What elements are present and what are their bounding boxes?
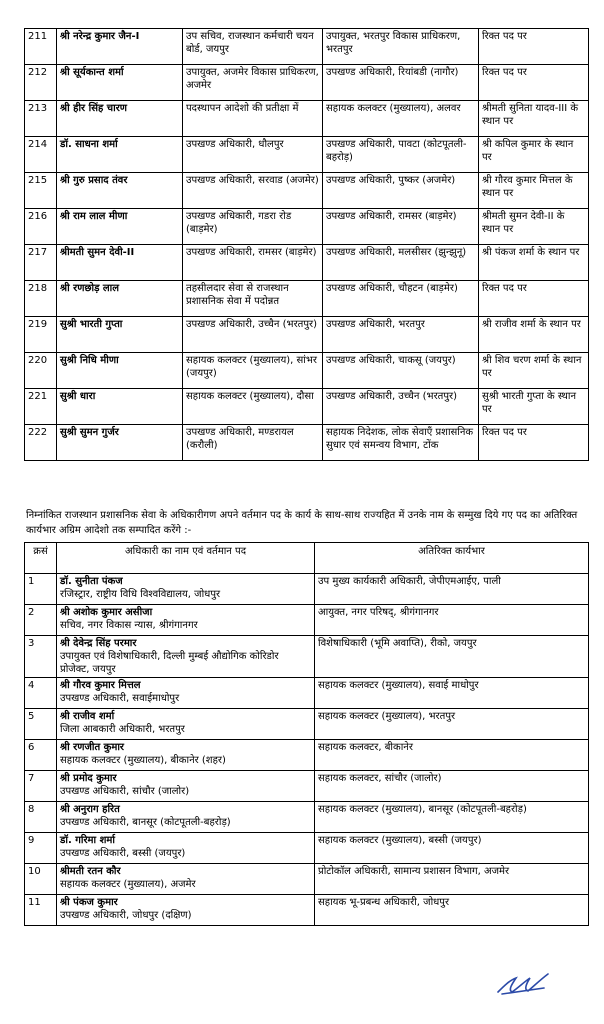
additional-charge-table — [24, 542, 589, 926]
serial-cell: 212 — [25, 65, 57, 101]
officer-post: उपायुक्त एवं विशेषाधिकारी, दिल्ली मुम्बई औद्योगिक कोरिडोर प्रोजेक्ट, जयपुर — [60, 651, 279, 675]
serial-cell: 215 — [25, 173, 57, 209]
table-row — [25, 895, 589, 926]
table-row — [25, 245, 589, 281]
table-row — [25, 833, 589, 864]
table-row — [25, 802, 589, 833]
new-post-cell: उपखण्ड अधिकारी, मलसीसर (झुन्झुनू) — [323, 245, 479, 281]
header-officer: अधिकारी का नाम एवं वर्तमान पद — [57, 543, 315, 574]
serial-cell: 2 — [25, 605, 57, 636]
table-row — [25, 29, 589, 65]
current-post-cell: उपखण्ड अधिकारी, रामसर (बाड़मेर) — [183, 245, 323, 281]
new-post-cell: उपायुक्त, भरतपुर विकास प्राधिकरण, भरतपुर — [323, 29, 479, 65]
officer-name-cell: श्री गुरु प्रसाद तंवर — [57, 173, 183, 209]
officer-cell — [57, 709, 315, 740]
officer-name: श्री रणजीत कुमार — [60, 742, 125, 753]
officer-post: उपखण्ड अधिकारी, सवाईमाधोपुर — [60, 693, 180, 704]
new-post-cell: उपखण्ड अधिकारी, भरतपुर — [323, 317, 479, 353]
new-post-cell: उपखण्ड अधिकारी, पावटा (कोटपूतली-बहरोड़) — [323, 137, 479, 173]
additional-charge-cell: प्रोटोकॉल अधिकारी, सामान्य प्रशासन विभाग, अजमेर — [315, 864, 589, 895]
transfer-table — [24, 28, 589, 461]
new-post-cell: उपखण्ड अधिकारी, उच्चैन (भरतपुर) — [323, 389, 479, 425]
officer-name: श्री गौरव कुमार मित्तल — [60, 680, 141, 691]
officer-name-cell: श्री हीर सिंह चारण — [57, 101, 183, 137]
officer-name: श्री अशोक कुमार असीजा — [60, 607, 153, 618]
remark-cell: श्रीमती सुमन देवी-II के स्थान पर — [479, 209, 589, 245]
serial-cell: 221 — [25, 389, 57, 425]
serial-cell: 216 — [25, 209, 57, 245]
current-post-cell: तहसीलदार सेवा से राजस्थान प्रशासनिक सेवा में पदोन्नत — [183, 281, 323, 317]
officer-name-cell: श्री सूर्यकान्त शर्मा — [57, 65, 183, 101]
officer-name: श्री अनुराग हरित — [60, 804, 120, 815]
officer-name-cell: सुश्री धारा — [57, 389, 183, 425]
table-row — [25, 209, 589, 245]
officer-name-cell: श्रीमती सुमन देवी-II — [57, 245, 183, 281]
officer-cell — [57, 771, 315, 802]
serial-cell: 222 — [25, 425, 57, 461]
serial-cell: 214 — [25, 137, 57, 173]
table-row — [25, 173, 589, 209]
current-post-cell: उपखण्ड अधिकारी, धौलपुर — [183, 137, 323, 173]
serial-cell: 213 — [25, 101, 57, 137]
officer-post: सहायक कलक्टर (मुख्यालय), अजमेर — [60, 879, 196, 890]
table-row — [25, 740, 589, 771]
serial-cell: 218 — [25, 281, 57, 317]
table-row — [25, 425, 589, 461]
officer-post: सचिव, नगर विकास न्यास, श्रीगंगानगर — [60, 620, 198, 631]
current-post-cell: उपखण्ड अधिकारी, उच्चैन (भरतपुर) — [183, 317, 323, 353]
additional-charge-cell: सहायक कलक्टर, बीकानेर — [315, 740, 589, 771]
officer-cell — [57, 740, 315, 771]
additional-charge-cell: सहायक कलक्टर (मुख्यालय), सवाई माधोपुर — [315, 678, 589, 709]
new-post-cell: उपखण्ड अधिकारी, चौहटन (बाड़मेर) — [323, 281, 479, 317]
current-post-cell: पदस्थापन आदेशो की प्रतीक्षा में — [183, 101, 323, 137]
table-row — [25, 317, 589, 353]
officer-name: श्री देवेन्द्र सिंह परमार — [60, 638, 137, 649]
table-row — [25, 137, 589, 173]
serial-cell: 1 — [25, 574, 57, 605]
officer-cell — [57, 802, 315, 833]
serial-cell: 11 — [25, 895, 57, 926]
officer-post: उपखण्ड अधिकारी, सांचौर (जालोर) — [60, 786, 190, 797]
serial-cell: 211 — [25, 29, 57, 65]
table-row — [25, 678, 589, 709]
header-serial: क्रसं — [25, 543, 57, 574]
serial-cell: 220 — [25, 353, 57, 389]
serial-cell: 8 — [25, 802, 57, 833]
table-row — [25, 101, 589, 137]
current-post-cell: सहायक कलक्टर (मुख्यालय), सांभर (जयपुर) — [183, 353, 323, 389]
officer-cell — [57, 605, 315, 636]
current-post-cell: सहायक कलक्टर (मुख्यालय), दौसा — [183, 389, 323, 425]
table-row — [25, 574, 589, 605]
officer-post: उपखण्ड अधिकारी, जोधपुर (दक्षिण) — [60, 910, 192, 921]
officer-name-cell: श्री राम लाल मीणा — [57, 209, 183, 245]
officer-post: सहायक कलक्टर (मुख्यालय), बीकानेर (शहर) — [60, 755, 226, 766]
officer-name: डॉ. सुनीता पंकज — [60, 576, 123, 587]
table-row — [25, 605, 589, 636]
table-row — [25, 389, 589, 425]
remark-cell: श्री शिव चरण शर्मा के स्थान पर — [479, 353, 589, 389]
officer-name: श्री प्रमोद कुमार — [60, 773, 117, 784]
officer-cell — [57, 574, 315, 605]
serial-cell: 219 — [25, 317, 57, 353]
remark-cell: श्री गौरव कुमार मित्तल के स्थान पर — [479, 173, 589, 209]
officer-name: डॉ. गरिमा शर्मा — [60, 835, 115, 846]
officer-name-cell: श्री रणछोड़ लाल — [57, 281, 183, 317]
current-post-cell: उपखण्ड अधिकारी, सरवाड (अजमेर) — [183, 173, 323, 209]
remark-cell: सुश्री भारती गुप्ता के स्थान पर — [479, 389, 589, 425]
officer-post: उपखण्ड अधिकारी, बानसूर (कोटपूतली-बहरोड़) — [60, 817, 231, 828]
officer-name-cell: श्री नरेन्द्र कुमार जैन-I — [57, 29, 183, 65]
additional-charge-cell: सहायक कलक्टर, सांचौर (जालोर) — [315, 771, 589, 802]
table-row — [25, 864, 589, 895]
officer-name: श्रीमती रतन कौर — [60, 866, 121, 877]
officer-name-cell: सुश्री सुमन गुर्जर — [57, 425, 183, 461]
new-post-cell: सहायक कलक्टर (मुख्यालय), अलवर — [323, 101, 479, 137]
table-row — [25, 709, 589, 740]
serial-cell: 9 — [25, 833, 57, 864]
additional-charge-cell: सहायक कलक्टर (मुख्यालय), बस्सी (जयपुर) — [315, 833, 589, 864]
officer-post: उपखण्ड अधिकारी, बस्सी (जयपुर) — [60, 848, 186, 859]
remark-cell: रिक्त पद पर — [479, 281, 589, 317]
officer-cell — [57, 833, 315, 864]
remark-cell: श्री राजीव शर्मा के स्थान पर — [479, 317, 589, 353]
new-post-cell: सहायक निदेशक, लोक सेवाएँ प्रशासनिक सुधार एवं समन्वय विभाग, टोंक — [323, 425, 479, 461]
additional-charge-cell: उप मुख्य कार्यकारी अधिकारी, जेपीएमआईए, पाली — [315, 574, 589, 605]
new-post-cell: उपखण्ड अधिकारी, पुष्कर (अजमेर) — [323, 173, 479, 209]
serial-cell: 217 — [25, 245, 57, 281]
officer-cell — [57, 895, 315, 926]
header-charge: अतिरिक्त कार्यभार — [315, 543, 589, 574]
additional-charge-paragraph: निम्नांकित राजस्थान प्रशासनिक सेवा के अधिकारीगण अपने वर्तमान पद के कार्य के साथ-साथ राज्यहित में उनके नाम के सम्मुख दिये गए पद का अतिरिक्त कार्यभार अग्रिम आदेशो तक सम्पादित करेंगे :- — [26, 510, 578, 536]
officer-cell — [57, 864, 315, 895]
remark-cell: रिक्त पद पर — [479, 425, 589, 461]
remark-cell: श्री कपिल कुमार के स्थान पर — [479, 137, 589, 173]
officer-name-cell: सुश्री निधि मीणा — [57, 353, 183, 389]
signature-mark — [494, 968, 552, 998]
table-row — [25, 771, 589, 802]
additional-charge-cell: सहायक भू-प्रबन्ध अधिकारी, जोधपुर — [315, 895, 589, 926]
serial-cell: 10 — [25, 864, 57, 895]
remark-cell: श्रीमती सुनिता यादव-III के स्थान पर — [479, 101, 589, 137]
remark-cell: रिक्त पद पर — [479, 29, 589, 65]
table-row — [25, 65, 589, 101]
serial-cell: 3 — [25, 636, 57, 678]
officer-name: श्री पंकज कुमार — [60, 897, 118, 908]
serial-cell: 7 — [25, 771, 57, 802]
officer-cell — [57, 678, 315, 709]
remark-cell: श्री पंकज शर्मा के स्थान पर — [479, 245, 589, 281]
new-post-cell: उपखण्ड अधिकारी, रियांबडी (नागौर) — [323, 65, 479, 101]
new-post-cell: उपखण्ड अधिकारी, चाकसू (जयपुर) — [323, 353, 479, 389]
officer-name-cell: सुश्री भारती गुप्ता — [57, 317, 183, 353]
additional-charge-cell: आयुक्त, नगर परिषद्, श्रीगंगानगर — [315, 605, 589, 636]
serial-cell: 4 — [25, 678, 57, 709]
officer-name: श्री राजीव शर्मा — [60, 711, 115, 722]
current-post-cell: उपखण्ड अधिकारी, गडरा रोड (बाड़मेर) — [183, 209, 323, 245]
table-row — [25, 353, 589, 389]
additional-charge-cell: विशेषाधिकारी (भूमि अवाप्ति), रीको, जयपुर — [315, 636, 589, 678]
remark-cell: रिक्त पद पर — [479, 65, 589, 101]
officer-name-cell: डॉ. साधना शर्मा — [57, 137, 183, 173]
officer-post: जिला आबकारी अधिकारी, भरतपुर — [60, 724, 185, 735]
table-row — [25, 636, 589, 678]
officer-post: रजिस्ट्रार, राष्ट्रीय विधि विश्वविद्यालय, जोधपुर — [60, 589, 221, 600]
current-post-cell: उप सचिव, राजस्थान कर्मचारी चयन बोर्ड, जयपुर — [183, 29, 323, 65]
additional-charge-cell: सहायक कलक्टर (मुख्यालय), भरतपुर — [315, 709, 589, 740]
new-post-cell: उपखण्ड अधिकारी, रामसर (बाड़मेर) — [323, 209, 479, 245]
additional-charge-cell: सहायक कलक्टर (मुख्यालय), बानसूर (कोटपूतली-बहरोड़) — [315, 802, 589, 833]
current-post-cell: उपायुक्त, अजमेर विकास प्राधिकरण, अजमेर — [183, 65, 323, 101]
officer-cell — [57, 636, 315, 678]
serial-cell: 5 — [25, 709, 57, 740]
current-post-cell: उपखण्ड अधिकारी, मण्डरायल (करौली) — [183, 425, 323, 461]
serial-cell: 6 — [25, 740, 57, 771]
table-row — [25, 281, 589, 317]
